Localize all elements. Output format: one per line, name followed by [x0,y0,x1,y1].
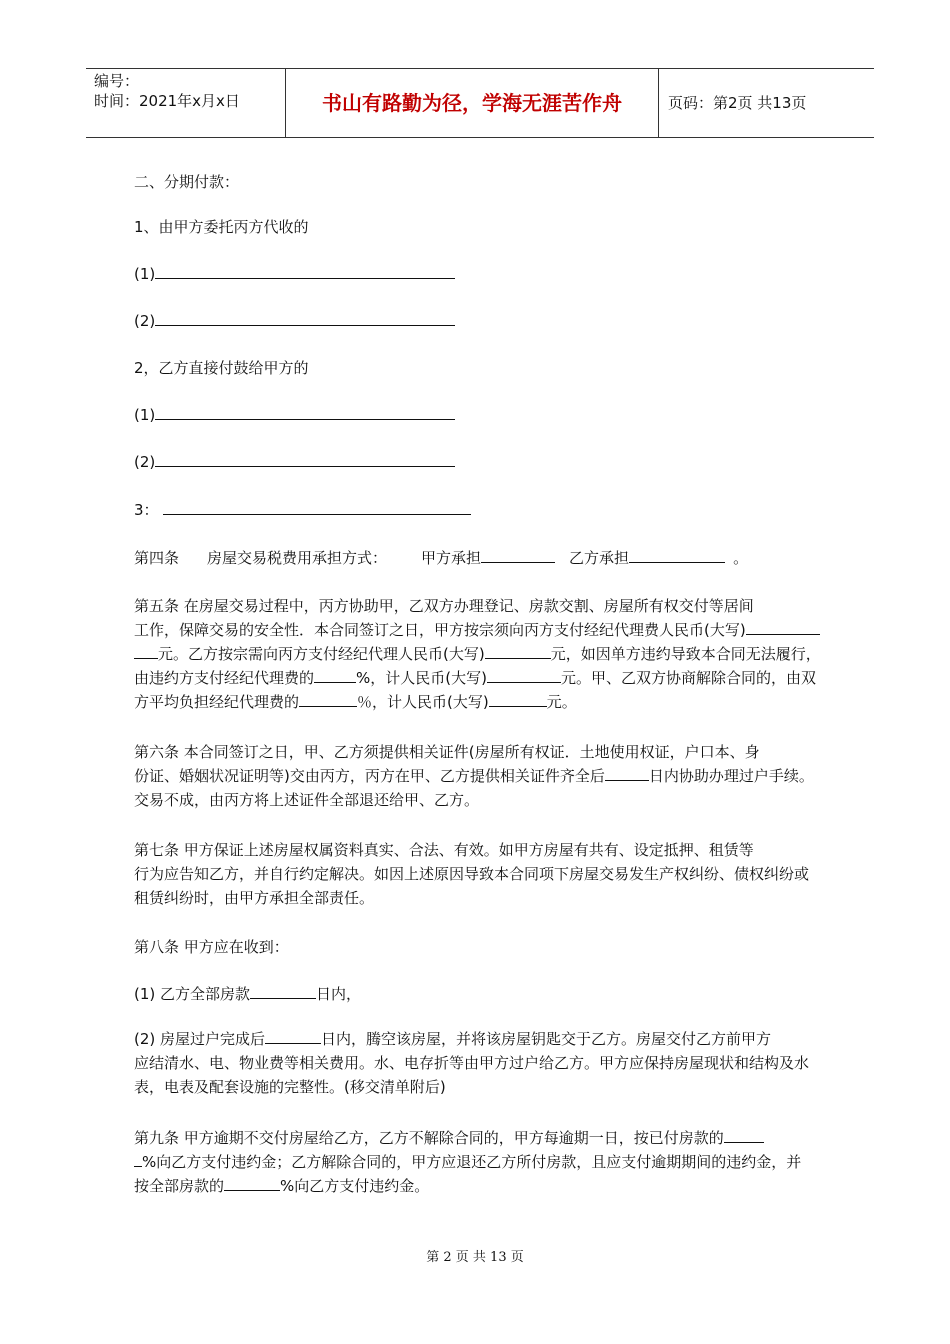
article-text: 由违约方支付经纪代理费的 [134,669,315,687]
article-text: 元。乙方按宗需向丙方支付经纪代理人民币(大写) [158,645,485,663]
article-7 [134,838,858,910]
blank-field [134,642,158,659]
article-line: 行为应告知乙方，并自行约定解决。如因上述原因导致本合同项下房屋交易发生产权纠纷、债权纠纷或 [134,865,810,883]
article-line [134,1150,858,1174]
article-6 [134,740,858,812]
item1-line-1 [134,262,858,286]
article-text: 第九条 甲方逾期不交付房屋给乙方，乙方不解除合同的，甲方每逾期一日，按已付房款的 [134,1129,724,1147]
article-line: 交易不成，由丙方将上述证件全部退还给甲、乙方。 [134,791,480,809]
blank-field [250,982,316,999]
item3-line [134,498,858,522]
article-text: 日内，腾空该房屋，并将该房屋钥匙交于乙方。房屋交付乙方前甲方 [321,1030,772,1048]
header-motto: 书山有路勤为径，学海无涯苦作舟 [285,69,659,137]
article-text: (2) 房屋过户完成后 [134,1030,266,1048]
article-line: 第七条 甲方保证上述房屋权属资料真实、合法、有效。如甲方房屋有共有、设定抵押、租赁等 [134,841,754,859]
blank-field [487,666,561,683]
article-line: 租赁纠纷时，由甲方承担全部责任。 [134,889,375,907]
article-line [134,1174,858,1198]
article-text: 份证、婚姻状况证明等)交由丙方，丙方在甲、乙方提供相关证件齐全后 [134,767,605,785]
article-5 [134,594,858,714]
item-number: (2) [134,312,156,330]
page-footer: 第 2 页 共 13 页 [426,1250,524,1265]
article-text: %向乙方支付违约金。 [280,1177,430,1195]
item-number: (1) [134,265,156,283]
article-line: 应结清水、电、物业费等相关费用。水、电存折等由甲方过户给乙方。甲方应保持房屋现状和结构及水 [134,1054,810,1072]
article-text: 日内， [316,985,362,1003]
time-label: 时间：2021年x月x日 [94,92,240,110]
article-text: 工作，保障交易的安全性．本合同签订之日，甲方按宗须向丙方支付经纪代理费人民币(大写) [134,621,746,639]
article-text: ％，计人民币(大写) [357,693,489,711]
item1-line-2 [134,309,858,333]
article-text: 元。 [546,693,577,711]
blank-field [265,1027,321,1044]
blank-field [299,690,357,707]
document-header [86,68,874,138]
article-line [134,666,858,690]
article-text: (1) 乙方全部房款 [134,985,251,1003]
installment-heading: 二、分期付款： [134,173,240,191]
blank-field [489,690,547,707]
header-page-code: 页码：第2页 共13页 [668,94,807,112]
article-line [134,642,858,666]
blank-field [155,403,455,420]
blank-field [485,642,551,659]
blank-field [163,498,471,515]
article-line [134,764,858,788]
article-text: 甲方承担 [421,549,482,567]
article-line [134,1126,858,1150]
blank-field [155,262,455,279]
blank-field [724,1126,764,1143]
article-line: 第六条 本合同签订之日，甲、乙方须提供相关证件(房屋所有权证．土地使用权证，户口本、身 [134,743,760,761]
article-text: 按全部房款的 [134,1177,225,1195]
article-text: 乙方承担 [569,549,630,567]
article-4 [134,546,858,570]
article-text: 元。甲、乙双方协商解除合同的，由双 [560,669,816,687]
item2-title: 2，乙方直接付鼓给甲方的 [134,359,309,377]
article-text: 。 [733,549,749,567]
blank-field [605,764,649,781]
article-8-clause-2 [134,1027,858,1099]
blank-field [155,450,455,467]
article-line: 表，电表及配套设施的完整性。(移交清单附后) [134,1078,446,1096]
article-text: 房屋交易税费用承担方式： [207,549,388,567]
article-line: 第五条 在房屋交易过程中，丙方协助甲，乙双方办理登记、房款交割、房屋所有权交付等居间 [134,597,754,615]
article-9 [134,1126,858,1198]
article-line [134,1027,858,1051]
number-label: 编号： [94,72,140,90]
blank-field [155,309,455,326]
item-number: (1) [134,406,156,424]
article-line [134,618,858,642]
item-number: (2) [134,453,156,471]
article-text: 元，如因单方违约导致本合同无法履行， [550,645,821,663]
blank-field [629,546,725,563]
item2-line-2 [134,450,858,474]
blank-field [746,618,820,635]
blank-field [224,1174,280,1191]
item1-title: 1、由甲方委托丙方代收的 [134,218,309,236]
article-text: 方平均负担经纪代理费的 [134,693,300,711]
article-label: 第四条 [134,549,180,567]
article-line [134,690,858,714]
blank-field [314,666,356,683]
blank-field [134,1150,142,1167]
header-meta [86,69,284,137]
article-8-title: 第八条 甲方应在收到： [134,938,289,956]
item2-line-1 [134,403,858,427]
article-8-clause-1 [134,982,858,1006]
item-number: 3： [134,501,159,519]
article-text: %，计人民币(大写) [356,669,487,687]
article-text: 日内协助办理过户手续。 [648,767,814,785]
blank-field [481,546,555,563]
article-text: %向乙方支付违约金；乙方解除合同的，甲方应退还乙方所付房款，且应支付逾期期间的违约金，并 [142,1153,802,1171]
